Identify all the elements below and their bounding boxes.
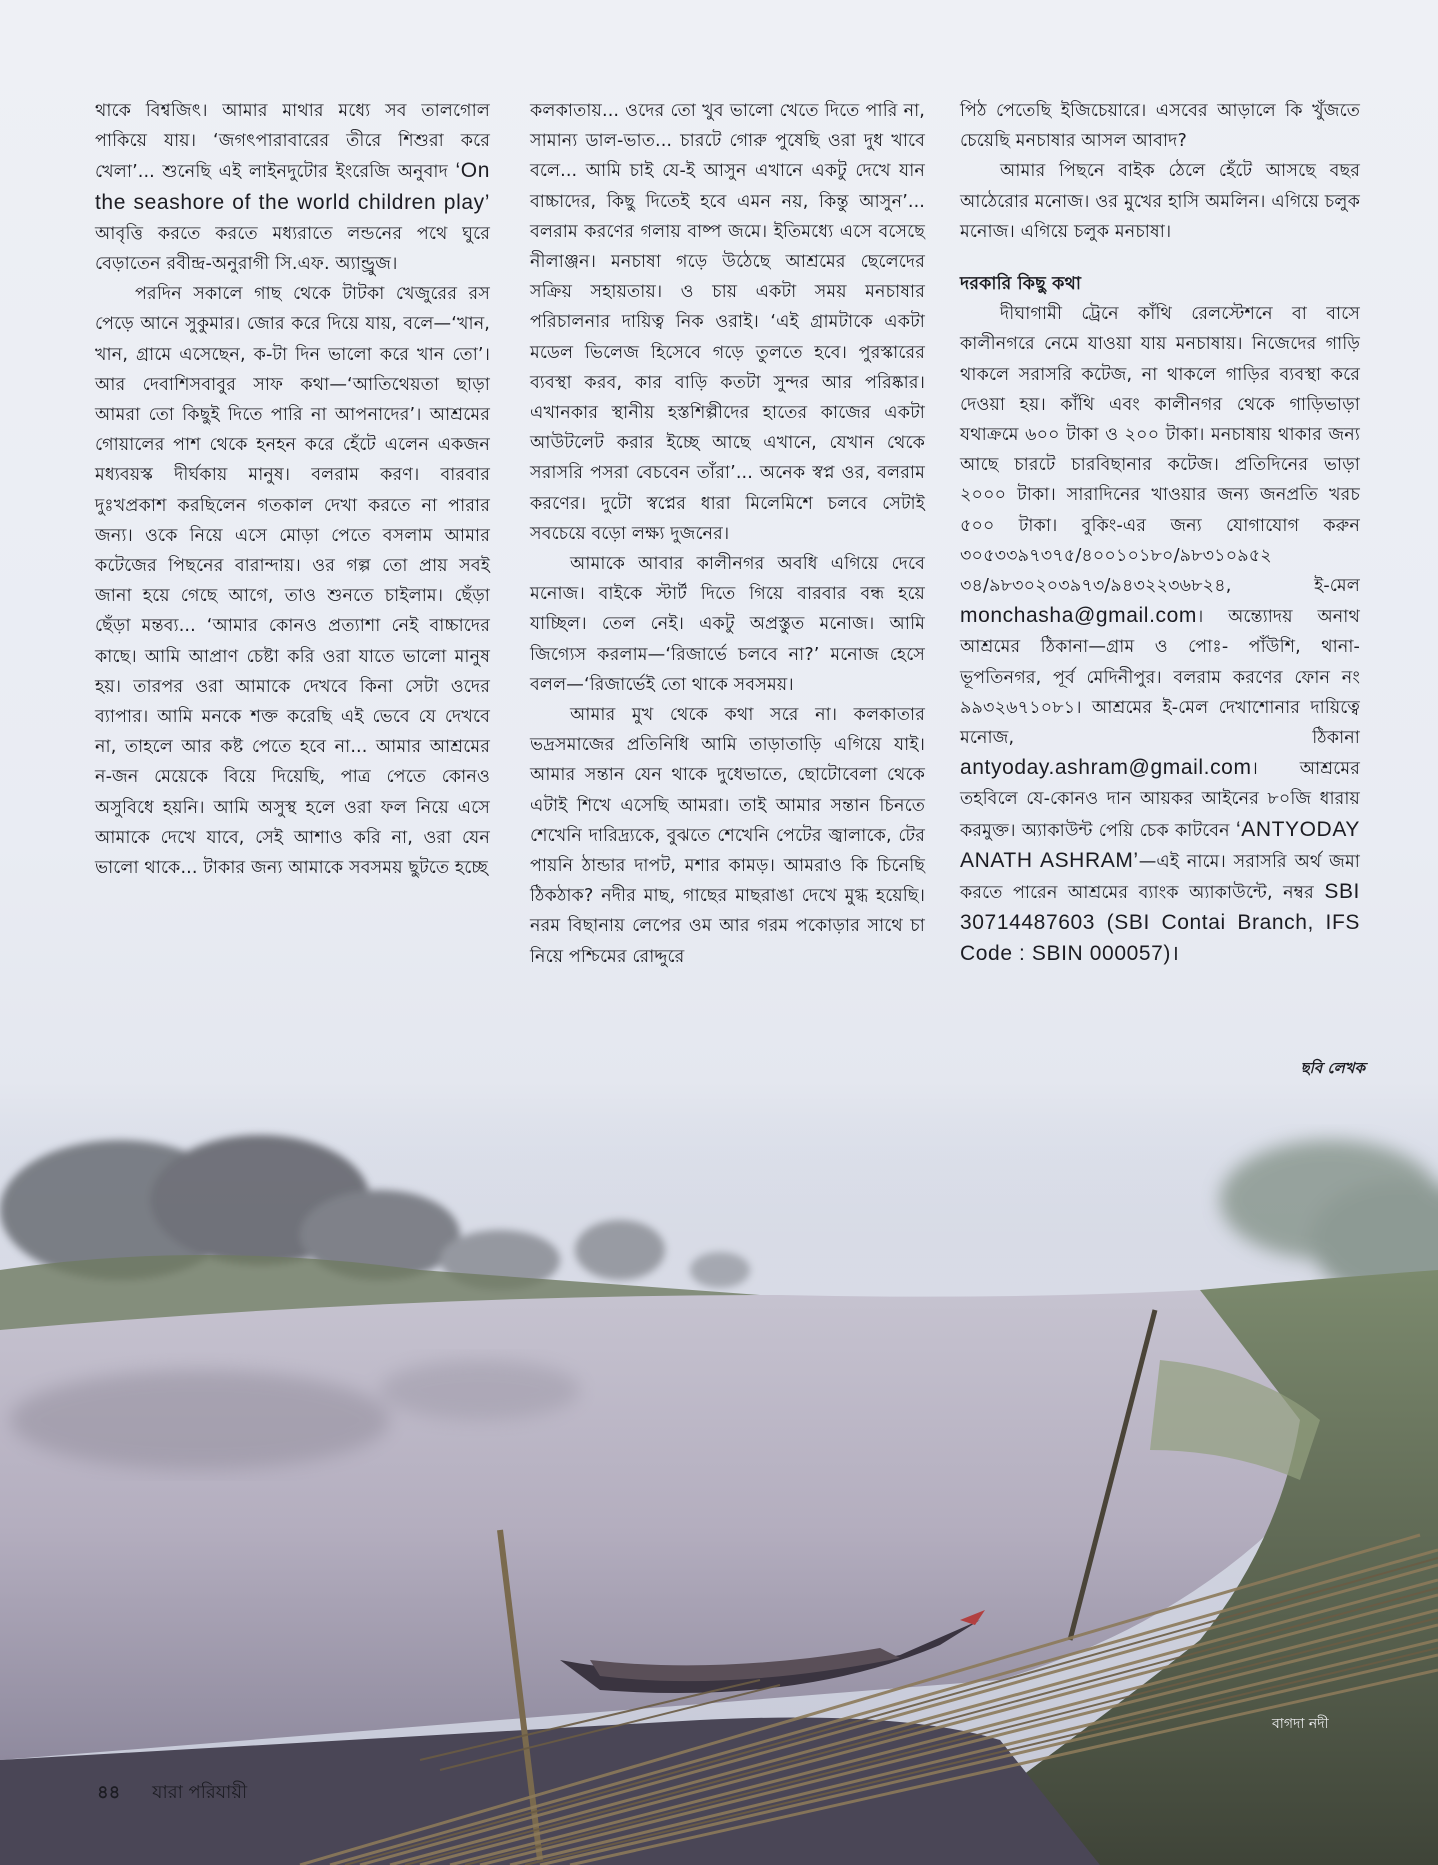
email-ashram[interactable]: antyoday.ashram@gmail.com: [960, 756, 1252, 780]
paragraph: কলকাতায়... ওদের তো খুব ভালো খেতে দিতে পারি না, সামান্য ডাল-ভাত... চারটে গোরু পুষেছি ওরা দুধ খাবে বলে... আমি চাই যে-ই আসুন এখানে একটু দেখে যান বাচ্চাদের, কিছু দিতেই হবে এমন নয়, কিন্তু আসুন’... বলরাম করণের গলায় বাষ্প জমে। ইতিমধ্যে এসে বসেছে নীলাঞ্জন। মনচাষা গড়ে উঠেছে আশ্রমের ছেলেদের সক্রিয় সহায়তায়। ও চায় একটা সময় মনচাষার পরিচালনার দায়িত্ব নিক ওরাই। ‘এই গ্রামটাকে একটা মডেল ভিলেজ হিসেবে গড়ে তুলতে হবে। পুরস্কারের ব্যবস্থা করব, কার বাড়ি কতটা সুন্দর আর পরিষ্কার। এখানকার স্থানীয় হস্তশিল্পীদের হাতের কাজের একটা আউটলেট করার ইচ্ছে আছে এখানে, যেখান থেকে সরাসরি পসরা বেচবেন তাঁরা’... অনেক স্বপ্ন ওর, বলরাম করণের। দুটো স্বপ্নের ধারা মিলেমিশে চলবে সেটাই সবচেয়ে বড়ো লক্ষ্য দুজনের।: [530, 101, 925, 544]
paragraph: আমার পিছনে বাইক ঠেলে হেঁটে আসছে বছর আঠেরোর মনোজ। ওর মুখের হাসি অমলিন। এগিয়ে চলুক মনোজ। এগিয়ে চলুক মনচাষা।: [960, 161, 1360, 242]
bank-details: SBI 30714487603 (SBI Contai Branch, IFS Code : SBIN 000057)।: [960, 880, 1360, 966]
info-paragraph: [960, 299, 1360, 970]
body-text: আবৃত্তি করতে করতে মধ্যরাতে লন্ডনের পথে ঘুরে বেড়াতেন রবীন্দ্র-অনুরাগী সি.এফ. অ্যান্ড্রুজ।: [95, 223, 490, 275]
account-name: ‘ANTYODAY ANATH ASHRAM’: [960, 817, 1360, 872]
body-text: দীঘাগামী ট্রেনে কাঁথি রেলস্টেশনে বা বাসে কালীনগরে নেমে যাওয়া যায় মনচাষায়। নিজেদের গাড়ি থাকলে সরাসরি কটেজ, না থাকলে গাড়ির ব্যবস্থা করে দেওয়া হয়। কাঁথি এবং কালীনগর থেকে গাড়িভাড়া যথাক্রমে ৬০০ টাকা ও ২০০ টাকা। মনচাষায় থাকার জন্য আছে চারটে চারবিছানার কটেজ। প্রতিদিনের ভাড়া ২০০০ টাকা। সারাদিনের খাওয়ার জন্য জনপ্রতি খরচ ৫০০ টাকা। বুকিং-এর জন্য যোগাযোগ করুন ৩০৫৩৩৯৭৩৭৫/৪০০১০১৮০/৯৮৩১০৯৫২ ৩৪/৯৮৩০২০৩৯৭৩/৯৪৩২২৩৬৮২৪, ই-মেল: [960, 304, 1360, 597]
photo-caption: বাগদা নদী: [1272, 1716, 1329, 1732]
body-text: —এই নামে। সরাসরি অর্থ জমা করতে পারেন আশ্রমের ব্যাংক অ্যাকাউন্টে, নম্বর: [960, 851, 1360, 904]
column-3: [960, 96, 1360, 971]
body-text: । আশ্রমের তহবিলে যে-কোনও দান আয়কর আইনের ৮০জি ধারায় করমুক্ত। অ্যাকাউন্ট পেয়ি চেক কাটবেন: [960, 759, 1360, 841]
river-photo: [0, 1120, 1438, 1865]
paragraph: আমাকে আবার কালীনগর অবধি এগিয়ে দেবে মনোজ। বাইকে স্টার্ট দিতে গিয়ে বারবার বন্ধ হয়ে যাচ্ছিল। তেল নেই। একটু অপ্রস্তুত মনোজ। আমি জিগ্যেস করলাম—‘রিজার্ভে চলবে না?’ মনোজ হেসে বলল—‘রিজার্ভেই তো থাকে সবসময়।: [530, 554, 925, 695]
paragraph: পরদিন সকালে গাছ থেকে টাটকা খেজুরের রস পেড়ে আনে সুকুমার। জোর করে দিয়ে যায়, বলে—‘খান, খান, গ্রামে এসেছেন, ক-টা দিন ভালো করে খান তো’। আর দেবাশিসবাবুর সাফ কথা—‘আতিথেয়তা ছাড়া আমরা তো কিছুই দিতে পারি না আপনাদের’। আশ্রমের গোয়ালের পাশ থেকে হনহন করে হেঁটে এলেন একজন মধ্যবয়স্ক দীর্ঘকায় মানুষ। বলরাম করণ। বারবার দুঃখপ্রকাশ করছিলেন গতকাল দেখা করতে না পারার জন্য। ওকে নিয়ে এসে মোড়া পেতে বসলাম আমার কটেজের পিছনের বারান্দায়। ওর গল্প তো প্রায় সবই জানা হয়ে গেছে আগে, তাও শুনতে চাইলাম। ছেঁড়া ছেঁড়া মন্তব্য... ‘আমার কোনও প্রত্যাশা নেই বাচ্চাদের কাছে। আমি আপ্রাণ চেষ্টা করি ওরা যাতে ভালো মানুষ হয়। তারপর ওরা আমাকে দেখবে কিনা সেটা ওদের ব্যাপার। আমি মনকে শক্ত করেছি এই ভেবে যে দেখবে না, তাহলে আর কষ্ট পেতে হবে না... আমার আশ্রমের ন-জন মেয়েকে বিয়ে দিয়েছি, পাত্র পেতে কোনও অসুবিধে হয়নি। আমি অসুস্থ হলে ওরা ফল নিয়ে এসে আমাকে দেখে যাবে, সেই আশাও করি না, ওরা যেন ভালো থাকে... টাকার জন্য আমাকে সবসময় ছুটতে হচ্ছে: [95, 284, 490, 879]
english-quote: ‘On the seashore of the world children play’: [95, 159, 490, 214]
photo-credit: ছবি লেখক: [1300, 1059, 1365, 1077]
paragraph: [95, 96, 490, 279]
section-title: যারা পরিযায়ী: [152, 1782, 248, 1803]
page-number: ৪৪: [97, 1782, 121, 1803]
column-1: [95, 96, 490, 883]
body-text: থাকে বিশ্বজিৎ। আমার মাথার মধ্যে সব তালগোল পাকিয়ে যায়। ‘জগৎপারাবারের তীরে শিশুরা করে খেলা’... শুনেছি এই লাইনদুটোর ইংরেজি অনুবাদ: [95, 101, 490, 183]
body-text: । অন্ত্যোদয় অনাথ আশ্রমের ঠিকানা—গ্রাম ও পোঃ- পাঁউশি, থানা- ভূপতিনগর, পূর্ব মেদিনীপুর। বলরাম করণের ফোন নং ৯৯৩২৬৭১০৮১। আশ্রমের ই-মেল দেখাশোনার দায়িত্বে মনোজ, ঠিকানা: [960, 607, 1360, 749]
info-subheading: দরকারি কিছু কথা: [960, 274, 1082, 295]
email-monchasha[interactable]: monchasha@gmail.com: [960, 604, 1197, 628]
paragraph: পিঠ পেতেছি ইজিচেয়ারে। এসবের আড়ালে কি খুঁজতে চেয়েছি মনচাষার আসল আবাদ?: [960, 101, 1360, 152]
folio: [97, 1778, 247, 1809]
column-2: [530, 96, 925, 972]
paragraph: আমার মুখ থেকে কথা সরে না। কলকাতার ভদ্রসমাজের প্রতিনিধি আমি তাড়াতাড়ি এগিয়ে যাই। আমার সন্তান যেন থাকে দুধেভাতে, ছোটোবেলা থেকে এটাই শিখে এসেছি আমরা। তাই আমার সন্তান চিনতে শেখেনি দারিদ্র্যকে, বুঝতে শেখেনি পেটের জ্বালাকে, টের পায়নি ঠান্ডার দাপট, মশার কামড়। আমরাও কি চিনেছি ঠিকঠাক? নদীর মাছ, গাছের মাছরাঙা দেখে মুগ্ধ হয়েছি। নরম বিছানায় লেপের ওম আর গরম পকোড়ার সাথে চা নিয়ে পশ্চিমের রোদ্দুরে: [530, 705, 925, 967]
